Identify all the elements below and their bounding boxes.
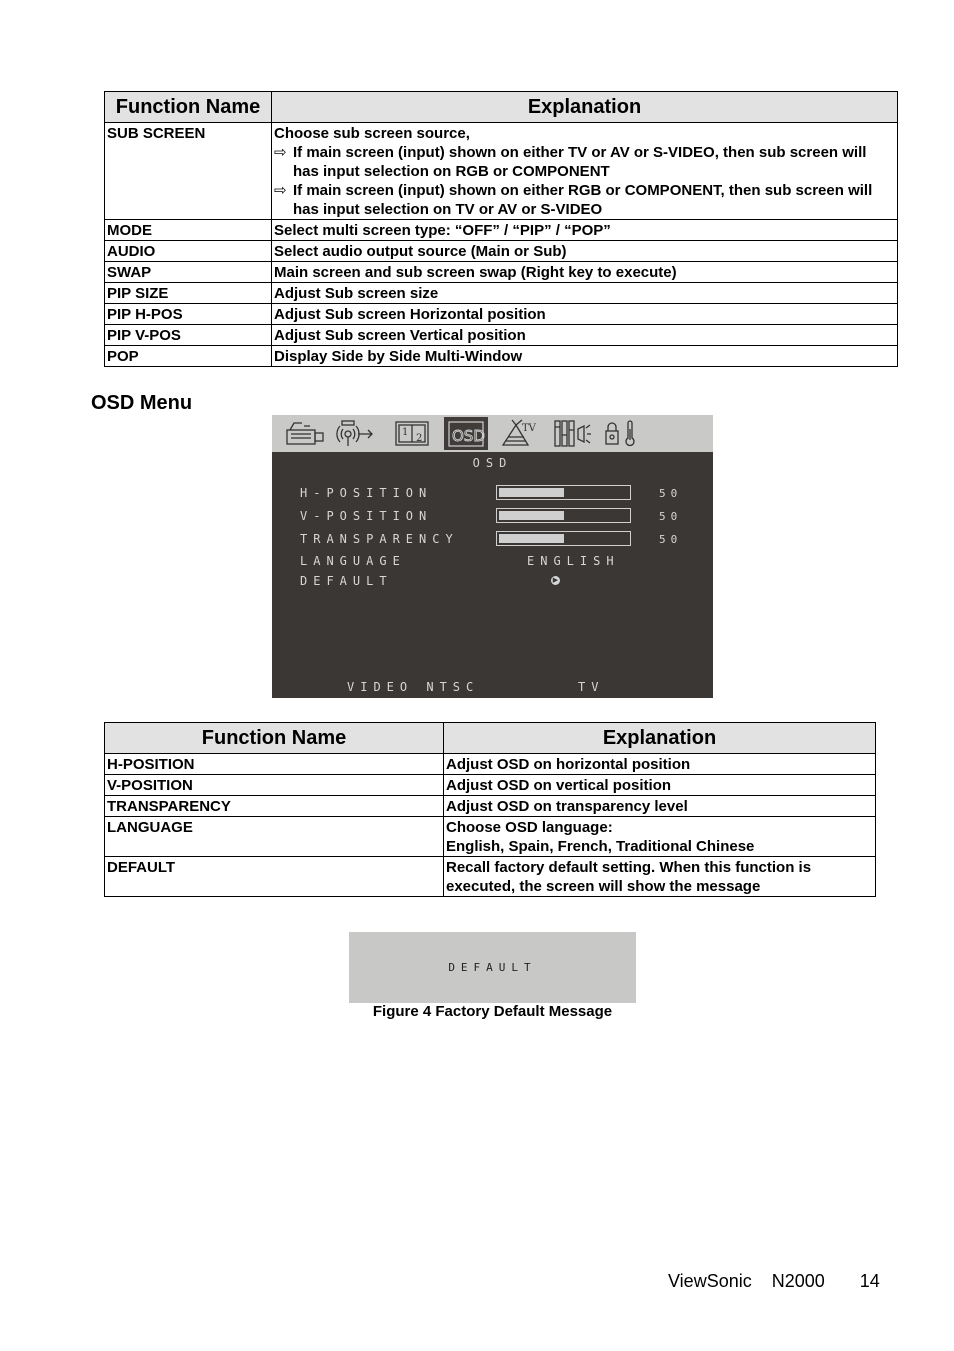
osd-footer-source: TV <box>578 680 605 694</box>
function-name-cell: PIP V-POS <box>105 325 272 346</box>
v-position-slider[interactable] <box>496 508 631 523</box>
table-row <box>105 817 876 857</box>
osd-item-label[interactable]: H-POSITION <box>300 486 433 500</box>
table-row <box>105 754 876 775</box>
osd-item-value: 50 <box>659 533 683 546</box>
osd-item-label[interactable]: V-POSITION <box>300 509 433 523</box>
explanation-cell: Adjust OSD on horizontal position <box>444 754 876 775</box>
slider-fill <box>499 534 564 543</box>
factory-default-message-box <box>349 932 636 1003</box>
explanation-cell <box>444 817 876 857</box>
svg-text:OSD: OSD <box>452 427 485 445</box>
footer-brand: ViewSonic <box>668 1271 752 1291</box>
function-name-cell: V-POSITION <box>105 775 444 796</box>
osd-page-title: OSD <box>472 456 513 470</box>
pip-icon <box>390 417 434 450</box>
function-name-cell: DEFAULT <box>105 857 444 897</box>
bullet-item <box>274 143 895 181</box>
function-name-cell: SWAP <box>105 262 272 283</box>
table-row <box>105 123 898 220</box>
bullet-text: If main screen (input) shown on either TV or AV or S-VIDEO, then sub screen will has input selection on RGB or COMPONENT <box>293 144 867 180</box>
function-name-cell: SUB SCREEN <box>105 123 272 220</box>
explanation-cell: Recall factory default setting. When this function is executed, the screen will show the message <box>444 857 876 897</box>
function-name-cell: LANGUAGE <box>105 817 444 857</box>
osd-footer-signal: VIDEO NTSC <box>347 680 480 694</box>
table-row <box>105 775 876 796</box>
explanation-cell: Adjust OSD on transparency level <box>444 796 876 817</box>
column-header-explanation: Explanation <box>272 92 898 123</box>
page-footer <box>668 1271 880 1292</box>
osd-menu-heading: OSD Menu <box>91 392 193 414</box>
transparency-slider[interactable] <box>496 531 631 546</box>
explanation-line: Choose OSD language: <box>446 819 613 836</box>
column-header-function-name: Function Name <box>105 723 444 754</box>
audio-icon <box>550 417 594 450</box>
h-position-slider[interactable] <box>496 485 631 500</box>
function-name-cell: TRANSPARENCY <box>105 796 444 817</box>
svg-text:1: 1 <box>402 427 409 438</box>
table-row <box>105 304 898 325</box>
function-name-cell: PIP SIZE <box>105 283 272 304</box>
osd-menu-screenshot <box>272 415 713 698</box>
explanation-cell: Main screen and sub screen swap (Right key to execute) <box>272 262 898 283</box>
osd-item-value: 50 <box>659 510 683 523</box>
explanation-intro: Choose sub screen source, <box>274 125 470 142</box>
slider-fill <box>499 488 564 497</box>
explanation-cell: Adjust Sub screen Vertical position <box>272 325 898 346</box>
antenna-icon <box>334 417 378 450</box>
explanation-cell: Adjust Sub screen Horizontal position <box>272 304 898 325</box>
table-row <box>105 325 898 346</box>
table-row <box>105 796 876 817</box>
arrow-bullet-icon: ⇨ <box>274 144 287 161</box>
function-name-cell: PIP H-POS <box>105 304 272 325</box>
slider-fill <box>499 511 564 520</box>
pip-function-table <box>104 91 898 367</box>
function-name-cell: AUDIO <box>105 241 272 262</box>
explanation-cell: Display Side by Side Multi-Window <box>272 346 898 367</box>
osd-item-label[interactable]: TRANSPARENCY <box>300 532 459 546</box>
explanation-cell: Adjust OSD on vertical position <box>444 775 876 796</box>
table-row <box>105 346 898 367</box>
table-row <box>105 262 898 283</box>
page-number: 14 <box>859 1271 880 1291</box>
camera-icon <box>282 417 326 450</box>
figure-caption: Figure 4 Factory Default Message <box>372 1003 613 1020</box>
osd-language-label[interactable]: LANGUAGE <box>300 554 406 568</box>
osd-default-label[interactable]: DEFAULT <box>300 574 393 588</box>
explanation-cell <box>272 123 898 220</box>
table-row <box>105 283 898 304</box>
lock-icon <box>600 417 644 450</box>
svg-text:TV: TV <box>522 423 536 434</box>
arrow-bullet-icon: ⇨ <box>274 182 287 199</box>
explanation-cell: Select multi screen type: “OFF” / “PIP” / “POP” <box>272 220 898 241</box>
osd-function-table <box>104 722 876 897</box>
explanation-cell: Adjust Sub screen size <box>272 283 898 304</box>
bullet-text: If main screen (input) shown on either RGB or COMPONENT, then sub screen will has input selection on TV or AV or S-VIDEO <box>293 182 873 218</box>
bullet-item <box>274 181 895 219</box>
default-message-text: DEFAULT <box>448 961 537 974</box>
function-name-cell: H-POSITION <box>105 754 444 775</box>
column-header-function-name: Function Name <box>105 92 272 123</box>
table-row <box>105 241 898 262</box>
tv-icon <box>498 417 542 450</box>
footer-model: N2000 <box>771 1271 825 1291</box>
osd-language-value[interactable]: ENGLISH <box>527 554 620 568</box>
explanation-cell: Select audio output source (Main or Sub) <box>272 241 898 262</box>
column-header-explanation: Explanation <box>444 723 876 754</box>
function-name-cell: MODE <box>105 220 272 241</box>
function-name-cell: POP <box>105 346 272 367</box>
svg-text:2: 2 <box>416 433 423 444</box>
explanation-line: English, Spain, French, Traditional Chinese <box>446 838 755 855</box>
table-row <box>105 857 876 897</box>
execute-icon[interactable]: ▶ <box>552 577 559 584</box>
table-row <box>105 220 898 241</box>
osd-icon-bar <box>272 415 713 452</box>
osd-item-value: 50 <box>659 487 683 500</box>
osd-icon <box>444 417 488 450</box>
